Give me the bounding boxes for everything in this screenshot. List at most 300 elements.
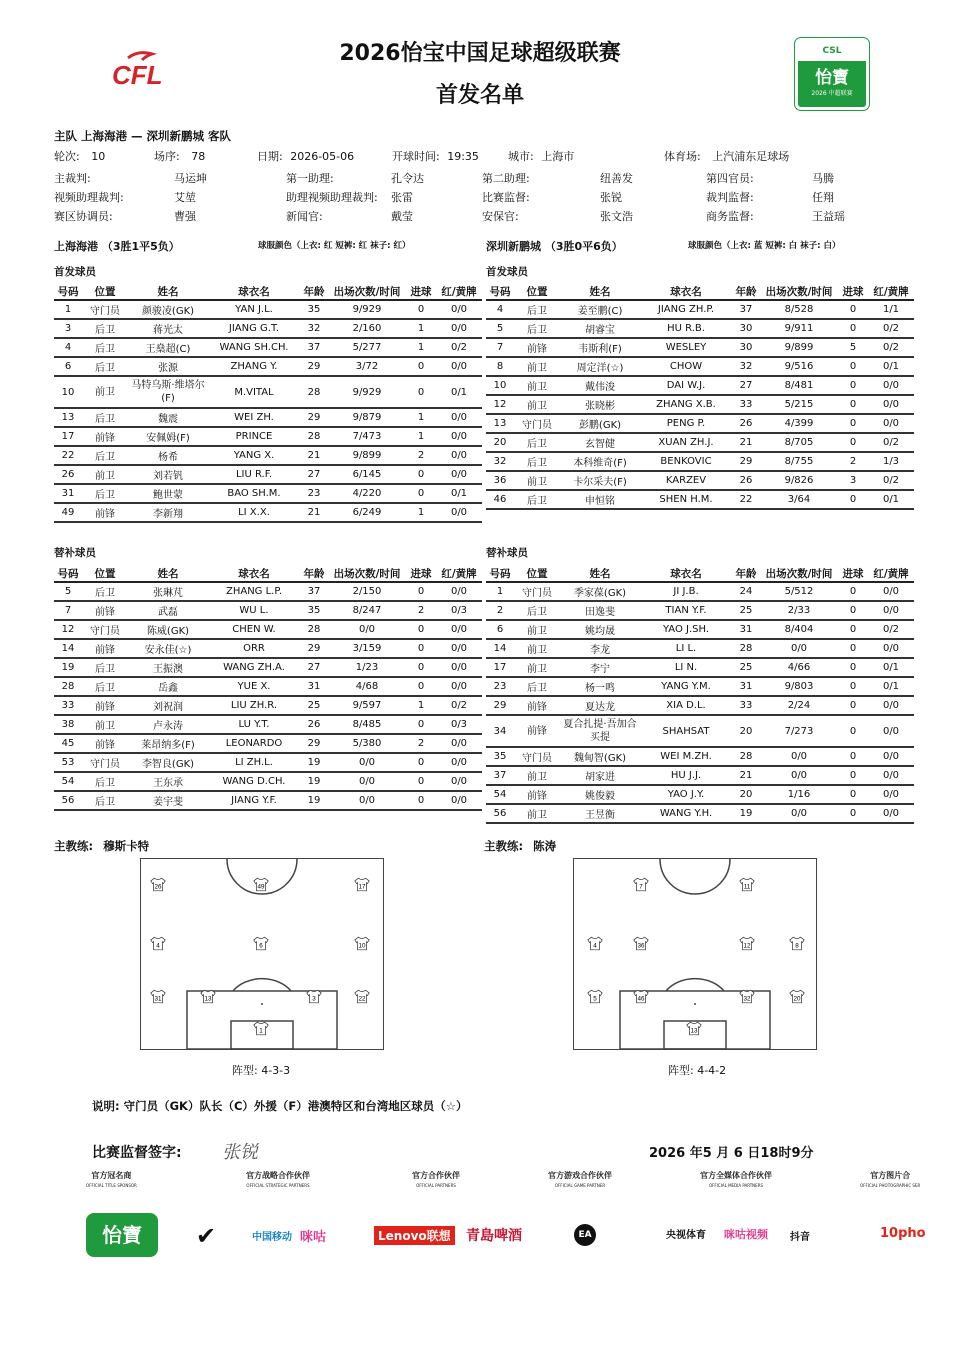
column-header: 号码 [486, 284, 514, 300]
table-row [486, 601, 914, 620]
table-cell: 0/0 [436, 503, 482, 522]
table-cell: 28 [300, 376, 328, 408]
jersey-number: 1 [259, 1027, 263, 1035]
legend-note: 说明: 守门员（GK）队长（C）外援（F）港澳特区和台湾地区球员（☆） [92, 1099, 468, 1113]
player-jersey [353, 936, 371, 951]
table-cell: 5 [486, 319, 514, 338]
player-jersey [149, 989, 167, 1004]
table-row [54, 300, 482, 319]
table-cell: 2 [406, 734, 436, 753]
table-cell: 29 [300, 357, 328, 376]
table-cell: 颜骏凌(GK) [128, 300, 208, 319]
table-cell: 9/899 [328, 446, 406, 465]
table-cell: 37 [732, 300, 760, 319]
table-cell: 前锋 [82, 601, 128, 620]
teams-line: 主队 上海海港 — 深圳新鹏城 客队 [54, 129, 232, 143]
jersey-number: 4 [156, 942, 160, 950]
photo-partner-logo: 10pho [880, 1226, 926, 1241]
table-cell: 0/2 [868, 620, 914, 639]
table-cell: 19 [300, 791, 328, 810]
sponsor-tier: 官方战略合作伙伴 OFFICIAL STRATEGIC PARTNERS [246, 1171, 310, 1188]
table-row [486, 639, 914, 658]
table-cell: 守门员 [514, 414, 560, 433]
table-cell: 0/3 [436, 715, 482, 734]
table-cell: XUAN ZH.J. [640, 433, 732, 452]
table-cell: 0/1 [868, 490, 914, 509]
column-header: 红/黄牌 [868, 284, 914, 300]
table-cell: WEI ZH. [208, 408, 300, 427]
player-jersey [738, 877, 756, 892]
official-name: 纽善发 [600, 172, 633, 185]
table-cell: 9/516 [760, 357, 838, 376]
cctv-sports-logo: 央视体育 [666, 1230, 706, 1241]
table-row [486, 338, 914, 357]
home-kit: 球服颜色（上衣: 红 短裤: 红 袜子: 红） [258, 241, 411, 251]
sponsor-tier: 官方合作伙伴 OFFICIAL PARTNERS [412, 1171, 460, 1188]
table-cell: 4/68 [328, 677, 406, 696]
table-cell: 李智良(GK) [128, 753, 208, 772]
official-label: 新闻官: [286, 210, 323, 223]
table-cell: WU L. [208, 601, 300, 620]
table-cell: 26 [54, 465, 82, 484]
jersey-number: 4 [593, 942, 597, 950]
table-row [486, 658, 914, 677]
round-label: 轮次: [54, 150, 80, 163]
table-cell: 前卫 [514, 620, 560, 639]
table-cell: 2/33 [760, 601, 838, 620]
table-cell: 李龙 [560, 639, 640, 658]
table-cell: 49 [54, 503, 82, 522]
table-cell: DAI W.J. [640, 376, 732, 395]
nike-logo: ✔ [196, 1222, 217, 1250]
table-cell: 0/0 [868, 804, 914, 823]
table-cell: 1 [406, 427, 436, 446]
column-header: 进球 [406, 284, 436, 300]
player-jersey [305, 989, 323, 1004]
column-header: 号码 [54, 566, 82, 582]
table-cell: 0 [406, 791, 436, 810]
table-cell: WANG Y.H. [640, 804, 732, 823]
table-cell: 3 [54, 319, 82, 338]
jersey-number: 13 [204, 995, 212, 1003]
table-cell: 4 [486, 300, 514, 319]
table-cell: 前锋 [514, 715, 560, 747]
table-cell: 0 [406, 753, 436, 772]
player-jersey [788, 989, 806, 1004]
table-cell: 21 [300, 446, 328, 465]
jersey-number: 31 [154, 995, 162, 1003]
official-label: 主裁判: [54, 172, 91, 185]
table-cell: 姜至鹏(C) [560, 300, 640, 319]
table-cell: 王东承 [128, 772, 208, 791]
table-cell: WESLEY [640, 338, 732, 357]
table-cell: SHEN H.M. [640, 490, 732, 509]
table-cell: 0/0 [436, 300, 482, 319]
csl-logo: CSL 怡寶 2026 中超联赛 [795, 38, 869, 110]
table-cell: 37 [300, 338, 328, 357]
table-cell: 23 [300, 484, 328, 503]
table-cell: 0/2 [868, 338, 914, 357]
official-name: 马腾 [812, 172, 834, 185]
table-row [486, 696, 914, 715]
venue-value: 上汽浦东足球场 [712, 150, 790, 163]
jersey-number: 6 [259, 942, 263, 950]
date-label: 日期: [257, 150, 283, 163]
order-label: 场序: [154, 150, 180, 163]
away-starters-label: 首发球员 [486, 266, 528, 278]
table-row [54, 408, 482, 427]
table-cell: 0/0 [436, 772, 482, 791]
table-row [486, 395, 914, 414]
table-cell: 56 [54, 791, 82, 810]
official-name: 张锐 [600, 191, 622, 204]
table-cell: 玄智健 [560, 433, 640, 452]
table-cell: 7/473 [328, 427, 406, 446]
table-row [486, 433, 914, 452]
table-cell: 前卫 [82, 465, 128, 484]
table-cell: 9/899 [760, 338, 838, 357]
table-cell: 13 [486, 414, 514, 433]
table-cell: 张源 [128, 357, 208, 376]
table-cell: 0 [838, 785, 868, 804]
table-cell: 28 [732, 747, 760, 766]
table-cell: 4/399 [760, 414, 838, 433]
table-cell: 33 [732, 696, 760, 715]
table-cell: 1 [406, 408, 436, 427]
table-cell: 张晓彬 [560, 395, 640, 414]
table-cell: 54 [54, 772, 82, 791]
jersey-number: 3 [312, 995, 316, 1003]
home-subs-table [54, 566, 482, 811]
table-cell: 9/879 [328, 408, 406, 427]
table-cell: 0/0 [760, 804, 838, 823]
table-cell: 后卫 [82, 484, 128, 503]
lenovo-logo: Lenovo联想 [374, 1226, 455, 1245]
official-label: 商务监督: [706, 210, 754, 223]
table-row [54, 338, 482, 357]
migu-logo: 咪咕 [300, 1230, 327, 1245]
home-team-line: 上海海港 （3胜1平5负） [54, 240, 180, 253]
column-header: 出场次数/时间 [328, 566, 406, 582]
table-cell: 27 [300, 465, 328, 484]
table-cell: 胡睿宝 [560, 319, 640, 338]
table-cell: 25 [732, 658, 760, 677]
table-cell: 0 [838, 639, 868, 658]
sponsor-tier: 官方图片合 OFFICIAL PHOTOGRAPHIC SER [860, 1171, 921, 1188]
column-header: 进球 [838, 566, 868, 582]
jersey-number: 7 [639, 883, 643, 891]
table-cell: LI X.X. [208, 503, 300, 522]
jersey-number: 13 [690, 1027, 698, 1035]
table-cell: 5/277 [328, 338, 406, 357]
venue-label: 体育场: [664, 150, 701, 163]
table-row [486, 357, 914, 376]
table-cell: 26 [732, 471, 760, 490]
table-cell: 0/0 [760, 747, 838, 766]
table-row [486, 677, 914, 696]
column-header: 姓名 [560, 284, 640, 300]
table-cell: 李新翔 [128, 503, 208, 522]
table-row [54, 319, 482, 338]
table-cell: 前锋 [514, 696, 560, 715]
ea-logo: EA [574, 1224, 596, 1246]
table-row [54, 791, 482, 810]
table-cell: ORR [208, 639, 300, 658]
table-cell: 0/0 [436, 620, 482, 639]
table-cell: 武磊 [128, 601, 208, 620]
table-cell: 后卫 [514, 319, 560, 338]
official-name: 王益瑶 [812, 210, 845, 223]
sign-date: 2026 年5 月 6 日18时9分 [649, 1146, 814, 1161]
table-cell: 28 [300, 427, 328, 446]
table-row [54, 753, 482, 772]
table-cell: 22 [732, 490, 760, 509]
table-cell: 28 [54, 677, 82, 696]
table-cell: 守门员 [514, 582, 560, 601]
table-cell: 0 [406, 357, 436, 376]
table-cell: 20 [486, 433, 514, 452]
table-cell: 30 [732, 338, 760, 357]
table-cell: 9/826 [760, 471, 838, 490]
table-cell: 0/1 [868, 658, 914, 677]
table-cell: 0 [838, 376, 868, 395]
column-header: 进球 [838, 284, 868, 300]
table-cell: 0/0 [436, 357, 482, 376]
table-cell: 0/0 [436, 582, 482, 601]
table-cell: 27 [732, 376, 760, 395]
table-cell: 周定洋(☆) [560, 357, 640, 376]
jersey-number: 22 [358, 995, 366, 1003]
table-cell: 10 [54, 376, 82, 408]
table-cell: 0 [838, 766, 868, 785]
table-cell: 前卫 [514, 395, 560, 414]
table-cell: 彭鹏(GK) [560, 414, 640, 433]
table-row [54, 601, 482, 620]
away-starters-table [486, 284, 914, 510]
table-cell: 守门员 [514, 747, 560, 766]
table-cell: 35 [486, 747, 514, 766]
table-cell: 0/0 [436, 408, 482, 427]
table-cell: 安佩姆(F) [128, 427, 208, 446]
table-cell: 后卫 [514, 677, 560, 696]
table-cell: 21 [300, 503, 328, 522]
table-cell: 3 [838, 471, 868, 490]
table-cell: 0 [838, 658, 868, 677]
douyin-logo: 抖音 [790, 1232, 810, 1243]
table-cell: 胡家进 [560, 766, 640, 785]
table-cell: 29 [486, 696, 514, 715]
table-cell: 1/23 [328, 658, 406, 677]
table-cell: 岳鑫 [128, 677, 208, 696]
table-cell: 6/145 [328, 465, 406, 484]
table-row [486, 471, 914, 490]
table-cell: 28 [732, 639, 760, 658]
table-cell: 29 [732, 452, 760, 471]
table-cell: 20 [732, 715, 760, 747]
table-cell: 后卫 [82, 338, 128, 357]
table-cell: 0/1 [868, 677, 914, 696]
player-jersey [586, 936, 604, 951]
player-jersey [252, 1021, 270, 1036]
table-cell: 戴伟浚 [560, 376, 640, 395]
official-label: 比赛监督: [482, 191, 530, 204]
official-name: 戴莹 [391, 210, 413, 223]
column-header: 球衣名 [640, 566, 732, 582]
table-cell: 0 [838, 601, 868, 620]
table-cell: 1 [406, 319, 436, 338]
table-cell: 7 [54, 601, 82, 620]
table-cell: 0/0 [436, 319, 482, 338]
table-cell: 19 [54, 658, 82, 677]
table-cell: 姜宇斐 [128, 791, 208, 810]
table-cell: 36 [486, 471, 514, 490]
table-cell: 前锋 [82, 503, 128, 522]
away-subs-label: 替补球员 [486, 547, 528, 559]
table-cell: 33 [54, 696, 82, 715]
table-cell: 0/0 [868, 376, 914, 395]
order-value: 78 [191, 150, 206, 163]
table-cell: YANG Y.M. [640, 677, 732, 696]
table-cell: 0/0 [868, 785, 914, 804]
table-cell: 9/911 [760, 319, 838, 338]
column-header: 球衣名 [208, 566, 300, 582]
jersey-number: 26 [154, 883, 162, 891]
table-cell: 0/0 [868, 747, 914, 766]
table-cell: 0/3 [436, 601, 482, 620]
table-cell: 0/2 [868, 433, 914, 452]
table-cell: LI ZH.L. [208, 753, 300, 772]
official-label: 第四官员: [706, 172, 754, 185]
column-header: 位置 [82, 284, 128, 300]
table-cell: 后卫 [82, 677, 128, 696]
column-header: 年龄 [732, 566, 760, 582]
table-cell: 0 [406, 620, 436, 639]
table-cell: 0 [838, 357, 868, 376]
table-cell: 王燊超(C) [128, 338, 208, 357]
table-cell: HU R.B. [640, 319, 732, 338]
home-formation-pitch [140, 858, 384, 1050]
table-cell: 5/512 [760, 582, 838, 601]
table-cell: 1 [406, 338, 436, 357]
table-row [54, 446, 482, 465]
table-cell: PENG P. [640, 414, 732, 433]
table-row [54, 658, 482, 677]
table-cell: 0 [838, 804, 868, 823]
table-cell: YANG X. [208, 446, 300, 465]
table-cell: 0/0 [868, 414, 914, 433]
page-title: 2026怡宝中国足球超级联赛 [339, 41, 621, 66]
column-header: 出场次数/时间 [328, 284, 406, 300]
player-jersey [149, 877, 167, 892]
table-cell: JIANG ZH.P. [640, 300, 732, 319]
table-cell: XIA D.L. [640, 696, 732, 715]
table-cell: 17 [486, 658, 514, 677]
table-cell: 25 [732, 601, 760, 620]
round-value: 10 [91, 150, 106, 163]
table-cell: 0 [838, 620, 868, 639]
table-cell: 25 [300, 696, 328, 715]
table-cell: 0/0 [760, 766, 838, 785]
table-cell: 姚均晟 [560, 620, 640, 639]
table-cell: 田逸斐 [560, 601, 640, 620]
column-header: 姓名 [128, 566, 208, 582]
table-cell: 本科维奇(F) [560, 452, 640, 471]
table-cell: 46 [486, 490, 514, 509]
table-row [486, 620, 914, 639]
table-cell: 0/0 [868, 601, 914, 620]
player-jersey [632, 877, 650, 892]
column-header: 球衣名 [640, 284, 732, 300]
table-cell: 2 [486, 601, 514, 620]
cfl-logo-text: CFL [112, 60, 163, 90]
table-cell: 守门员 [82, 620, 128, 639]
table-cell: 前卫 [82, 715, 128, 734]
table-cell: 杨希 [128, 446, 208, 465]
page-subtitle: 首发名单 [435, 83, 524, 108]
table-cell: 8/404 [760, 620, 838, 639]
table-cell: 0 [838, 395, 868, 414]
table-cell: 6/249 [328, 503, 406, 522]
sponsor-tier: 官方全媒体合作伙伴 OFFICIAL MEDIA PARTNERS [700, 1171, 772, 1188]
table-cell: 0 [838, 696, 868, 715]
sponsor-tier: 官方冠名商 OFFICIAL TITLE SPONSOR [86, 1171, 137, 1188]
table-cell: 14 [54, 639, 82, 658]
table-cell: 1 [406, 503, 436, 522]
table-cell: 0/0 [760, 639, 838, 658]
table-cell: 前锋 [82, 734, 128, 753]
tsingtao-logo: 青島啤酒 [466, 1228, 522, 1244]
table-cell: 后卫 [82, 319, 128, 338]
table-cell: 卡尔采夫(F) [560, 471, 640, 490]
table-cell: ZHANG L.P. [208, 582, 300, 601]
table-cell: 1 [406, 696, 436, 715]
table-cell: 7/273 [760, 715, 838, 747]
table-cell: 0/0 [328, 620, 406, 639]
table-cell: 前卫 [82, 376, 128, 408]
table-cell: 5/215 [760, 395, 838, 414]
table-cell: 0 [406, 715, 436, 734]
table-cell: YAO J.SH. [640, 620, 732, 639]
table-cell: 前锋 [82, 696, 128, 715]
supervisor-signature: 张锐 [222, 1142, 258, 1163]
table-cell: 32 [486, 452, 514, 471]
table-cell: 0/1 [436, 376, 482, 408]
table-cell: 夏达龙 [560, 696, 640, 715]
table-row [54, 772, 482, 791]
table-cell: 8 [486, 357, 514, 376]
player-jersey [353, 989, 371, 1004]
table-cell: 0/2 [868, 471, 914, 490]
official-name: 曹强 [174, 210, 196, 223]
table-cell: 45 [54, 734, 82, 753]
table-cell: 1/1 [868, 300, 914, 319]
city-value: 上海市 [541, 150, 575, 163]
table-cell: 0/1 [436, 484, 482, 503]
table-cell: 5 [838, 338, 868, 357]
table-cell: 9/929 [328, 376, 406, 408]
table-cell: M.VITAL [208, 376, 300, 408]
table-cell: 0 [406, 484, 436, 503]
signature-label: 比赛监督签字: [92, 1145, 182, 1161]
table-cell: 王昱衡 [560, 804, 640, 823]
table-cell: 53 [54, 753, 82, 772]
table-cell: 22 [54, 446, 82, 465]
table-cell: BENKOVIC [640, 452, 732, 471]
table-cell: 0/0 [868, 696, 914, 715]
table-cell: 前卫 [514, 357, 560, 376]
away-kit: 球服颜色（上衣: 蓝 短裤: 白 袜子: 白） [688, 241, 841, 251]
table-cell: 0/0 [868, 639, 914, 658]
